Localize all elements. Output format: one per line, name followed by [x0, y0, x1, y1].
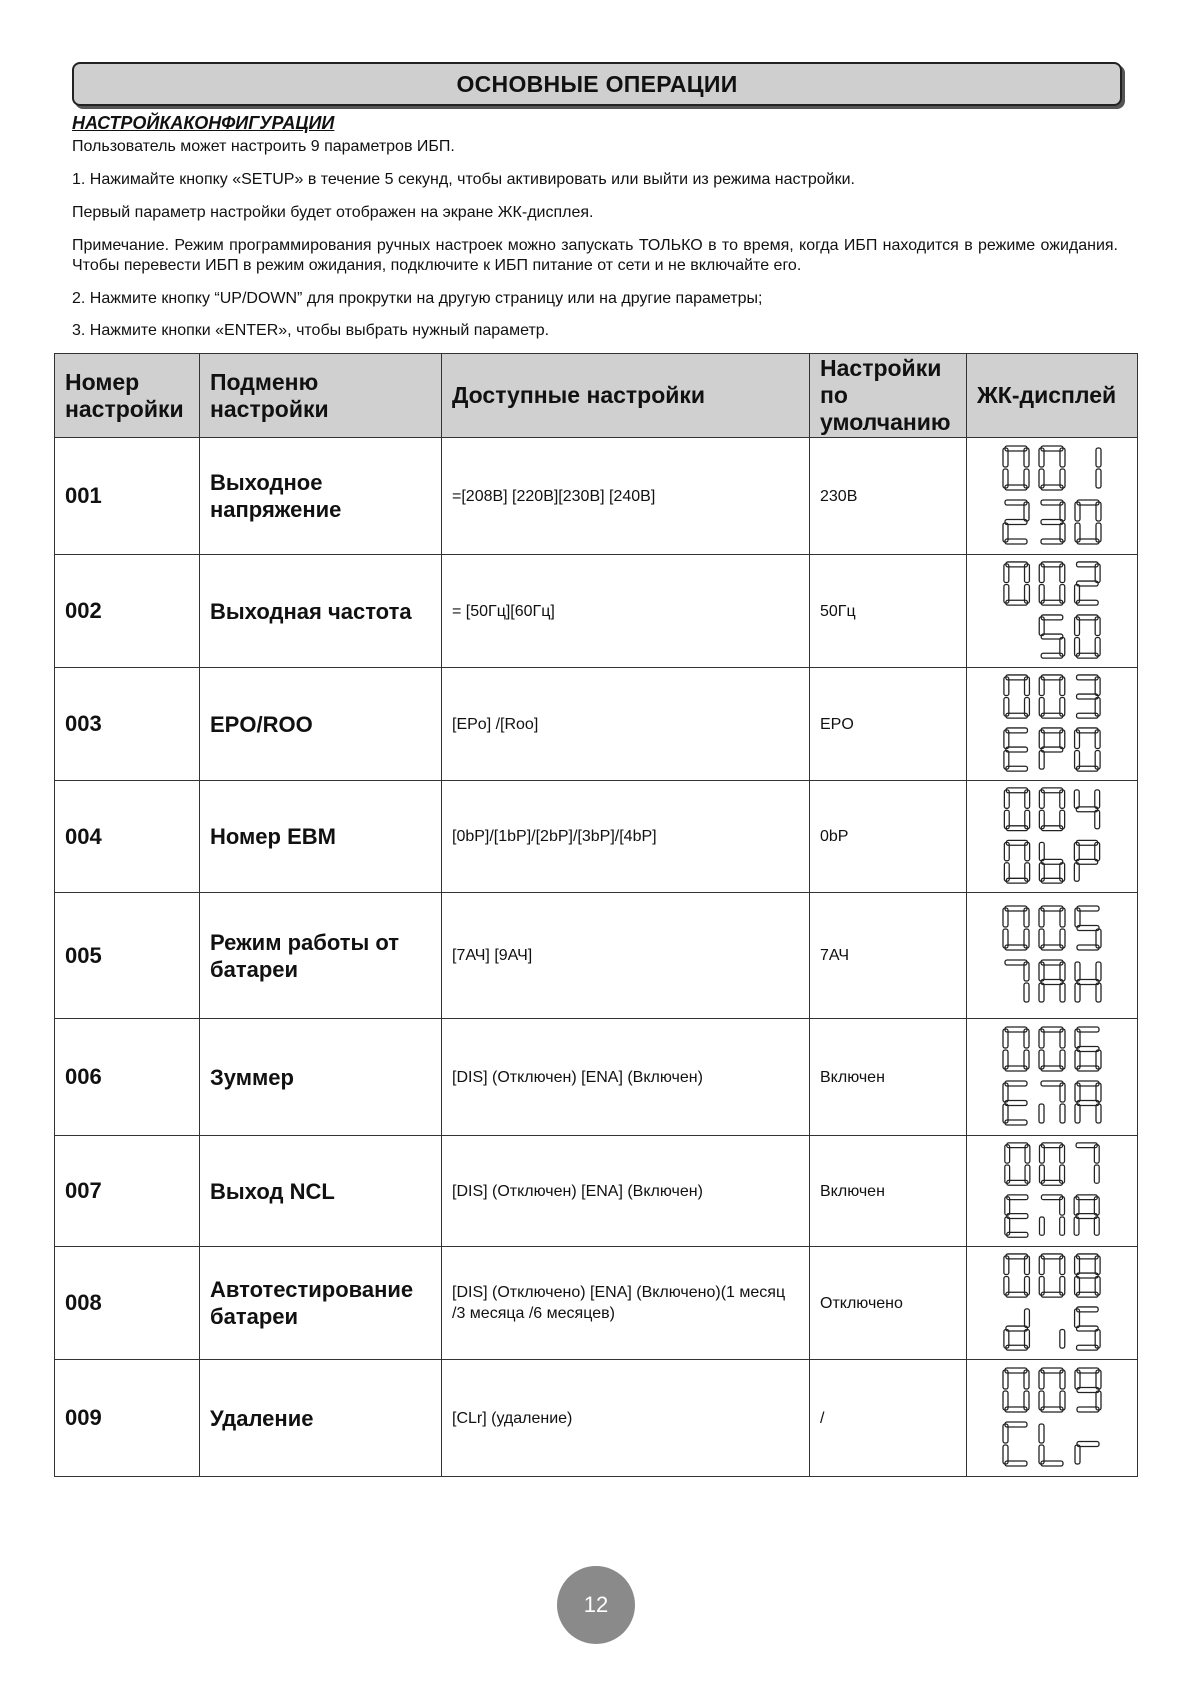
table-row	[55, 555, 1138, 668]
setting-number: 006	[55, 1019, 200, 1136]
lcd-segment	[1060, 1330, 1065, 1349]
lcd-segment-display	[997, 1250, 1107, 1356]
lcd-segment-display	[997, 1023, 1107, 1131]
lcd-segment-display	[997, 901, 1107, 1011]
submenu-name: Выход NCL	[200, 1136, 442, 1247]
submenu-name: Выходное напряжение	[200, 438, 442, 555]
lcd-segment	[1025, 1309, 1030, 1328]
settings-table	[54, 353, 1138, 1477]
header-setting-number: Номер настройки	[55, 354, 200, 438]
default-value: 0bP	[810, 781, 967, 893]
step-2-paragraph: 2. Нажмите кнопку “UP/DOWN” для прокрутки на другую страницу или на другие параметры;	[72, 290, 763, 307]
table-row	[55, 1360, 1138, 1477]
header-available-settings: Доступные настройки	[442, 354, 810, 438]
section-header-title: ОСНОВНЫЕ ОПЕРАЦИИ	[456, 70, 738, 97]
lcd-segment	[1075, 983, 1080, 1002]
lcd-segment-display	[997, 784, 1107, 889]
lcd-segment	[1096, 983, 1101, 1002]
setting-number: 001	[55, 438, 200, 555]
header-submenu: Подменю настройки	[200, 354, 442, 438]
lcd-segment-display	[997, 1139, 1107, 1243]
lcd-display	[967, 893, 1138, 1019]
section-header	[72, 62, 1122, 106]
lcd-display	[967, 781, 1138, 893]
lcd-display	[967, 555, 1138, 668]
lcd-display	[967, 1136, 1138, 1247]
lcd-segment	[1094, 1165, 1099, 1183]
submenu-name: EPO/ROO	[200, 668, 442, 781]
lcd-segment	[1074, 1217, 1079, 1235]
lcd-display	[967, 1360, 1138, 1477]
table-header-row	[55, 354, 1138, 438]
lcd-segment	[1096, 1104, 1101, 1123]
lcd-display	[967, 668, 1138, 781]
first-parameter-paragraph: Первый параметр настройки будет отображен на экране ЖК-дисплея.	[72, 204, 594, 221]
default-value: Включен	[810, 1136, 967, 1247]
lcd-segment	[1075, 962, 1080, 981]
table-row	[55, 438, 1138, 555]
available-settings: [DIS] (Отключен) [ENA] (Включен)	[442, 1019, 810, 1136]
step-1-paragraph: 1. Нажимайте кнопку «SETUP» в течение 5 секунд, чтобы активировать или выйти из режима настройки.	[72, 171, 855, 188]
lcd-segment-display	[997, 671, 1107, 777]
table-row	[55, 668, 1138, 781]
note-paragraph: Примечание. Режим программирования ручных настроек можно запускать ТОЛЬКО в то время, когда ИБП находится в режиме ожидания. Чтобы перевести ИБП в режим ожидания, подключите к ИБП питание от сети и не включайте его.	[72, 237, 1118, 274]
setting-number: 003	[55, 668, 200, 781]
lcd-segment	[1039, 1217, 1044, 1235]
lcd-segment	[1096, 469, 1101, 488]
table-row	[55, 781, 1138, 893]
setting-number: 004	[55, 781, 200, 893]
available-settings: [0bP]/[1bP]/[2bP]/[3bP]/[4bP]	[442, 781, 810, 893]
lcd-segment	[1039, 1104, 1044, 1123]
submenu-name: Режим работы от батареи	[200, 893, 442, 1019]
default-value: 230В	[810, 438, 967, 555]
default-value: Отключено	[810, 1247, 967, 1360]
lcd-segment-display	[997, 442, 1107, 550]
header-default-settings: Настройки по умолчанию	[810, 354, 967, 438]
subsection-title: НАСТРОЙКАКОНФИГУРАЦИИ	[72, 113, 335, 133]
default-value: 7АЧ	[810, 893, 967, 1019]
available-settings: [EPo] /[Roo]	[442, 668, 810, 781]
submenu-name: Автотестирование батареи	[200, 1247, 442, 1360]
table-row	[55, 893, 1138, 1019]
setting-number: 009	[55, 1360, 200, 1477]
lcd-segment	[1039, 1424, 1044, 1443]
available-settings: [CLr] (удаление)	[442, 1360, 810, 1477]
available-settings: = [50Гц][60Гц]	[442, 555, 810, 668]
lcd-segment	[1075, 1445, 1080, 1464]
lcd-segment	[1074, 863, 1079, 881]
default-value: EPO	[810, 668, 967, 781]
lcd-segment	[1060, 1217, 1065, 1235]
lcd-display	[967, 1247, 1138, 1360]
available-settings: =[208В] [220В][230В] [240В]	[442, 438, 810, 555]
lcd-segment	[1060, 983, 1065, 1002]
lcd-segment	[1039, 751, 1044, 770]
setting-number: 008	[55, 1247, 200, 1360]
submenu-name: Зуммер	[200, 1019, 442, 1136]
available-settings: [DIS] (Отключен) [ENA] (Включен)	[442, 1136, 810, 1247]
lcd-segment	[1096, 448, 1101, 467]
lcd-segment	[1039, 983, 1044, 1002]
available-settings: [DIS] (Отключено) [ENA] (Включено)(1 месяц /3 месяца /6 месяцев)	[442, 1247, 810, 1360]
table-row	[55, 1019, 1138, 1136]
default-value: 50Гц	[810, 555, 967, 668]
lcd-segment	[1094, 1217, 1099, 1235]
intro-paragraph: Пользователь может настроить 9 параметров ИБП.	[72, 138, 455, 155]
table-row	[55, 1247, 1138, 1360]
available-settings: [7АЧ] [9АЧ]	[442, 893, 810, 1019]
page-number: 12	[583, 1592, 609, 1617]
lcd-segment-display	[997, 558, 1107, 664]
default-value: /	[810, 1360, 967, 1477]
lcd-segment	[1039, 842, 1044, 860]
table-row	[55, 1136, 1138, 1247]
lcd-segment	[1095, 810, 1100, 828]
lcd-segment	[1075, 1104, 1080, 1123]
default-value: Включен	[810, 1019, 967, 1136]
lcd-display	[967, 438, 1138, 555]
lcd-segment	[1060, 1104, 1065, 1123]
setting-number: 002	[55, 555, 200, 668]
lcd-segment	[1096, 962, 1101, 981]
lcd-segment	[1095, 790, 1100, 808]
page-number-badge	[557, 1566, 635, 1644]
submenu-name: Выходная частота	[200, 555, 442, 668]
lcd-display	[967, 1019, 1138, 1136]
lcd-segment	[1024, 983, 1029, 1002]
setting-number: 007	[55, 1136, 200, 1247]
lcd-segment	[1074, 790, 1079, 808]
setting-number: 005	[55, 893, 200, 1019]
submenu-name: Удаление	[200, 1360, 442, 1477]
step-3-paragraph: 3. Нажмите кнопки «ENTER», чтобы выбрать нужный параметр.	[72, 322, 550, 339]
header-lcd-display: ЖК-дисплей	[967, 354, 1138, 438]
submenu-name: Номер EBM	[200, 781, 442, 893]
lcd-segment-display	[997, 1364, 1107, 1472]
